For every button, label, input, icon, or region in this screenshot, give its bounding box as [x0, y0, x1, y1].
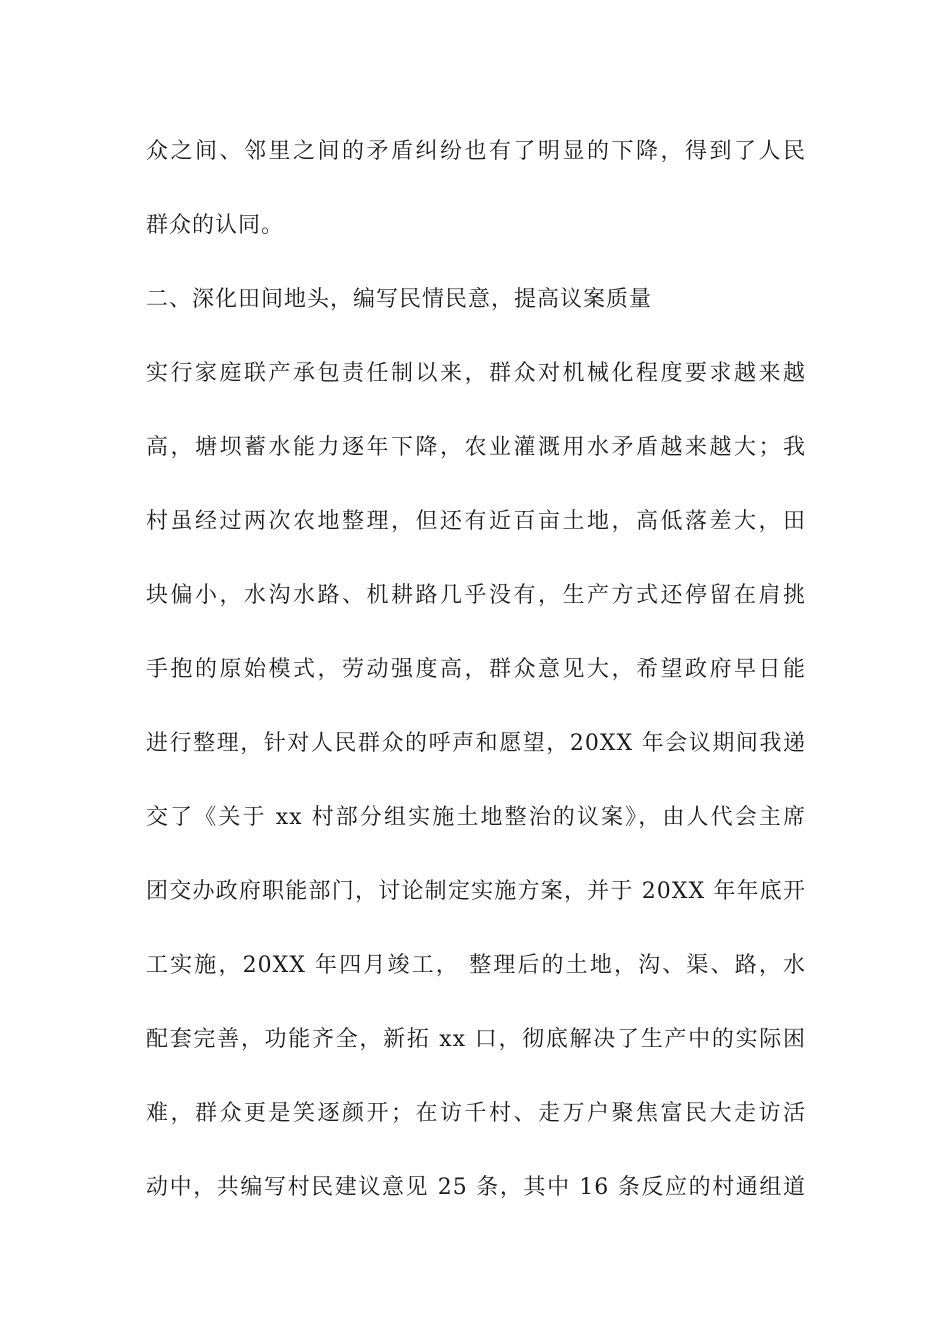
paragraph-line: 手抱的原始模式，劳动强度高，群众意见大，希望政府早日能: [146, 657, 806, 682]
paragraph-line: 工实施，20XX 年四月竣工， 整理后的土地，沟、渠、路，水: [146, 953, 806, 978]
paragraph-line: 难，群众更是笑逐颜开；在访千村、走万户聚焦富民大走访活: [146, 1101, 806, 1126]
paragraph-line: 进行整理，针对人民群众的呼声和愿望，20XX 年会议期间我递: [146, 731, 806, 756]
paragraph-line: 高，塘坝蓄水能力逐年下降，农业灌溉用水矛盾越来越大；我: [146, 435, 806, 460]
paragraph-line: 动中，共编写村民建议意见 25 条，其中 16 条反应的村通组道: [146, 1175, 806, 1200]
paragraph-line: 群众的认同。: [146, 213, 285, 238]
paragraph-line: 交了《关于 xx 村部分组实施土地整治的议案》，由人代会主席: [146, 805, 806, 830]
paragraph-line: 配套完善，功能齐全，新拓 xx 口，彻底解决了生产中的实际困: [146, 1027, 806, 1052]
paragraph-line: 众之间、邻里之间的矛盾纠纷也有了明显的下降，得到了人民: [146, 139, 806, 164]
document-body: [146, 130, 806, 1240]
paragraph-line: 村虽经过两次农地整理，但还有近百亩土地，高低落差大，田: [146, 509, 806, 534]
paragraph-line: 块偏小，水沟水路、机耕路几乎没有，生产方式还停留在肩挑: [146, 583, 806, 608]
section-heading: 二、深化田间地头，编写民情民意，提高议案质量: [146, 287, 653, 312]
paragraph-line: 实行家庭联产承包责任制以来，群众对机械化程度要求越来越: [146, 361, 806, 386]
paragraph-line: 团交办政府职能部门，讨论制定实施方案，并于 20XX 年年底开: [146, 879, 806, 904]
